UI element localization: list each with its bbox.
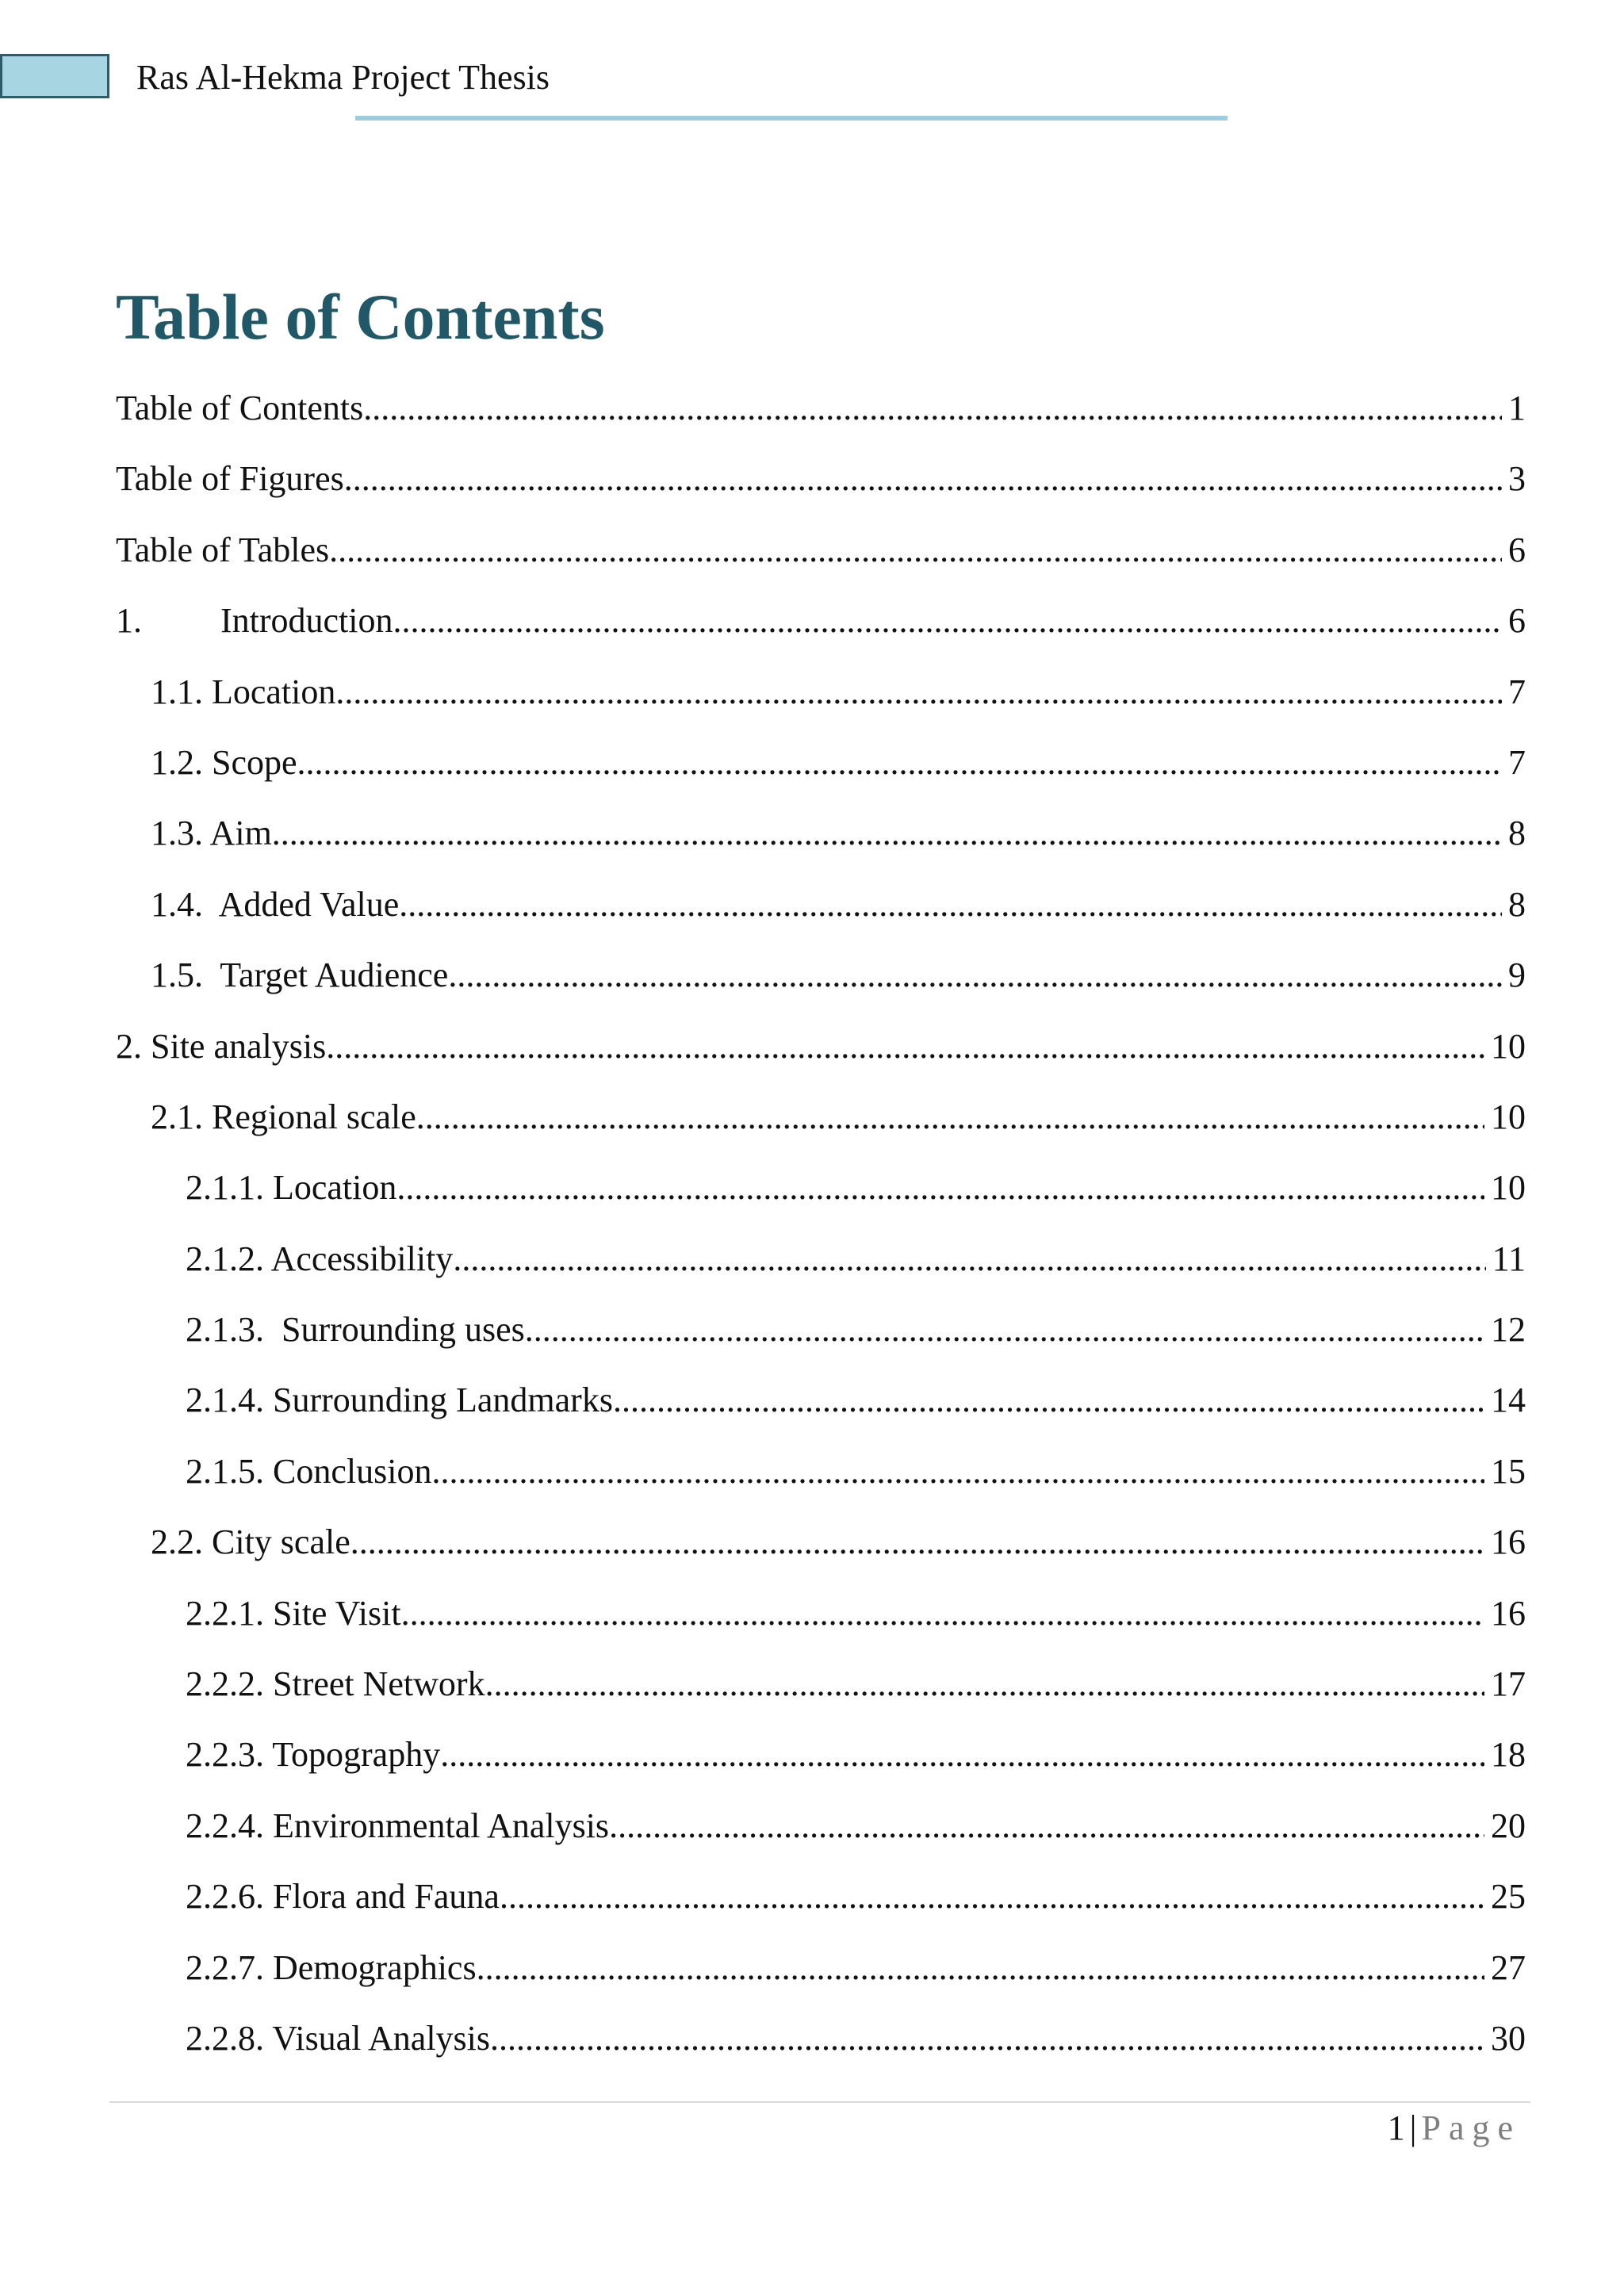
toc-entry-text: 1.2. Scope bbox=[151, 742, 297, 782]
toc-entry-label bbox=[186, 1661, 485, 1707]
toc-entry[interactable] bbox=[116, 1803, 1526, 1874]
toc-entry-page: 27 bbox=[1491, 1947, 1526, 1987]
toc-dot-leader bbox=[490, 2016, 1484, 2062]
toc-entry-text: 2.1.2. Accessibility bbox=[186, 1239, 454, 1278]
toc-entry-label bbox=[151, 669, 335, 715]
toc-entry-text: 2.2.8. Visual Analysis bbox=[186, 2018, 491, 2058]
toc-dot-leader bbox=[609, 1803, 1484, 1849]
toc-dot-leader bbox=[363, 385, 1502, 431]
toc-entry-page: 10 bbox=[1491, 1026, 1526, 1066]
toc-entry-page: 1 bbox=[1508, 389, 1526, 427]
toc-dot-leader bbox=[500, 1874, 1484, 1920]
toc-heading: Table of Contents bbox=[116, 281, 605, 353]
toc-entry-text: Table of Figures bbox=[116, 459, 344, 499]
toc-entry-text: 2.1.4. Surrounding Landmarks bbox=[186, 1381, 613, 1420]
toc-dot-leader bbox=[453, 1236, 1485, 1282]
toc-entry-label bbox=[116, 385, 363, 431]
toc-entry[interactable] bbox=[116, 1449, 1526, 1519]
toc-entry-text: 1.1. Location bbox=[151, 672, 336, 711]
toc-dot-leader bbox=[431, 1449, 1484, 1495]
toc-entry[interactable] bbox=[116, 1661, 1526, 1732]
toc-entry-page: 30 bbox=[1491, 2018, 1526, 2058]
toc-entry-text: 2.2.1. Site Visit bbox=[186, 1593, 401, 1633]
toc-entry[interactable] bbox=[116, 1945, 1526, 2016]
footer-page-number bbox=[1388, 2106, 1521, 2150]
toc-dot-leader bbox=[272, 810, 1502, 856]
toc-entry-label bbox=[151, 740, 297, 786]
toc-entry-text: 1.5. Target Audience bbox=[151, 956, 449, 995]
toc-dot-leader bbox=[401, 1591, 1484, 1637]
toc-entry[interactable] bbox=[116, 1024, 1526, 1094]
toc-entry[interactable] bbox=[116, 1165, 1526, 1235]
toc-entry-label bbox=[151, 882, 399, 928]
toc-entry[interactable] bbox=[116, 1874, 1526, 1944]
toc-entry-text: 2.1. Regional scale bbox=[151, 1097, 416, 1136]
toc-entry-label bbox=[151, 810, 272, 856]
page-word: Page bbox=[1421, 2108, 1521, 2147]
toc-entry-page: 8 bbox=[1508, 814, 1526, 853]
toc-entry[interactable] bbox=[116, 882, 1526, 952]
toc-entry-label bbox=[151, 1094, 416, 1140]
toc-dot-leader bbox=[485, 1661, 1484, 1707]
toc-dot-leader bbox=[350, 1519, 1484, 1565]
toc-entry[interactable] bbox=[116, 1307, 1526, 1377]
toc-entry-text: 2.2.4. Environmental Analysis bbox=[186, 1806, 610, 1845]
toc-entry-label bbox=[186, 1449, 431, 1495]
toc-entry-page: 6 bbox=[1508, 601, 1526, 641]
toc-dot-leader bbox=[416, 1094, 1484, 1140]
toc-entry-page: 8 bbox=[1508, 884, 1526, 924]
toc-entry-text: 1.3. Aim bbox=[151, 814, 272, 853]
toc-entry-page: 20 bbox=[1491, 1806, 1526, 1845]
toc-entry-text: 2.2. City scale bbox=[151, 1522, 350, 1562]
toc-entry-label bbox=[116, 456, 344, 502]
toc-entry[interactable] bbox=[116, 1519, 1526, 1590]
toc-dot-leader bbox=[297, 740, 1502, 786]
toc-entry-label bbox=[186, 2016, 490, 2062]
toc-entry-page: 16 bbox=[1491, 1522, 1526, 1562]
toc-entry-page: 17 bbox=[1491, 1664, 1526, 1704]
toc-entry-label bbox=[151, 1519, 350, 1565]
toc-entry[interactable] bbox=[116, 1732, 1526, 1802]
toc-entry-text: 2.1.5. Conclusion bbox=[186, 1451, 432, 1491]
toc-entry-page: 10 bbox=[1491, 1168, 1526, 1208]
toc-entry-page: 18 bbox=[1491, 1735, 1526, 1775]
toc-entry-page: 15 bbox=[1491, 1451, 1526, 1491]
toc-entry-label bbox=[151, 952, 448, 998]
toc-entry[interactable] bbox=[116, 1236, 1526, 1307]
toc-dot-leader bbox=[344, 456, 1502, 502]
page-separator: | bbox=[1409, 2108, 1417, 2147]
toc-entry-text: 2.2.3. Topography bbox=[186, 1735, 441, 1775]
toc-entry-page: 25 bbox=[1491, 1877, 1526, 1917]
toc-entry[interactable] bbox=[116, 1094, 1526, 1165]
toc-entry-label bbox=[186, 1165, 396, 1211]
toc-entry-text: 2.1.1. Location bbox=[186, 1168, 397, 1208]
toc-entry-label bbox=[116, 1024, 326, 1070]
toc-entry[interactable] bbox=[116, 952, 1526, 1023]
toc-entry-text: 2.1.3. Surrounding uses bbox=[186, 1310, 525, 1350]
toc-entry-page: 3 bbox=[1508, 459, 1526, 499]
toc-entry-label bbox=[186, 1732, 440, 1778]
toc-entry-label bbox=[186, 1591, 401, 1637]
header-title: Ras Al-Hekma Project Thesis bbox=[136, 58, 550, 97]
toc-entry-page: 14 bbox=[1491, 1381, 1526, 1420]
toc-entry-text: Introduction bbox=[220, 601, 393, 641]
toc-entry-label bbox=[186, 1803, 609, 1849]
toc-entry[interactable] bbox=[116, 598, 1526, 668]
toc-entry[interactable] bbox=[116, 385, 1526, 456]
toc-dot-leader bbox=[393, 598, 1502, 644]
toc-dot-leader bbox=[448, 952, 1502, 998]
toc-entry-text: 2. Site analysis bbox=[116, 1026, 327, 1066]
toc-entry-text: 2.2.6. Flora and Fauna bbox=[186, 1877, 500, 1917]
toc-entry[interactable] bbox=[116, 527, 1526, 598]
toc-entry-page: 12 bbox=[1491, 1310, 1526, 1350]
toc-entry[interactable] bbox=[116, 810, 1526, 881]
toc-entry-page: 7 bbox=[1508, 742, 1526, 782]
toc-dot-leader bbox=[525, 1307, 1484, 1353]
toc-entry-page: 16 bbox=[1491, 1593, 1526, 1633]
toc-entry-text: 2.2.7. Demographics bbox=[186, 1947, 477, 1987]
toc-entry-page: 9 bbox=[1508, 956, 1526, 995]
toc-entry-label bbox=[186, 1307, 525, 1353]
toc-dot-leader bbox=[477, 1945, 1484, 1991]
toc-entry-label bbox=[186, 1945, 477, 1991]
toc-list bbox=[116, 385, 1526, 2086]
toc-entry[interactable] bbox=[116, 669, 1526, 740]
header-rule bbox=[355, 116, 1228, 121]
toc-entry-page: 7 bbox=[1508, 672, 1526, 711]
toc-dot-leader bbox=[440, 1732, 1484, 1778]
toc-entry-label bbox=[186, 1874, 500, 1920]
header-accent-box bbox=[0, 54, 109, 98]
toc-entry-label bbox=[116, 527, 329, 573]
toc-entry-label bbox=[186, 1377, 613, 1423]
toc-entry-text: Table of Contents bbox=[116, 389, 364, 427]
toc-entry-page: 6 bbox=[1508, 530, 1526, 569]
toc-entry[interactable] bbox=[116, 456, 1526, 527]
toc-entry-label bbox=[186, 1236, 453, 1282]
toc-dot-leader bbox=[396, 1165, 1484, 1211]
toc-entry[interactable] bbox=[116, 1377, 1526, 1448]
toc-entry-text: Table of Tables bbox=[116, 530, 330, 569]
toc-dot-leader bbox=[326, 1024, 1484, 1070]
toc-entry-page: 11 bbox=[1492, 1239, 1526, 1278]
toc-entry-page: 10 bbox=[1491, 1097, 1526, 1136]
toc-dot-leader bbox=[399, 882, 1502, 928]
toc-entry[interactable] bbox=[116, 2016, 1526, 2086]
toc-entry[interactable] bbox=[116, 1591, 1526, 1661]
toc-dot-leader bbox=[329, 527, 1502, 573]
footer-rule bbox=[109, 2101, 1530, 2103]
toc-dot-leader bbox=[335, 669, 1502, 715]
toc-entry-number: 1. bbox=[116, 601, 142, 641]
toc-entry-text: 2.2.2. Street Network bbox=[186, 1664, 485, 1704]
toc-entry-text: 1.4. Added Value bbox=[151, 884, 400, 924]
toc-entry-label bbox=[116, 598, 393, 644]
page-number: 1 bbox=[1387, 2108, 1405, 2147]
toc-entry[interactable] bbox=[116, 740, 1526, 810]
toc-dot-leader bbox=[613, 1377, 1484, 1423]
